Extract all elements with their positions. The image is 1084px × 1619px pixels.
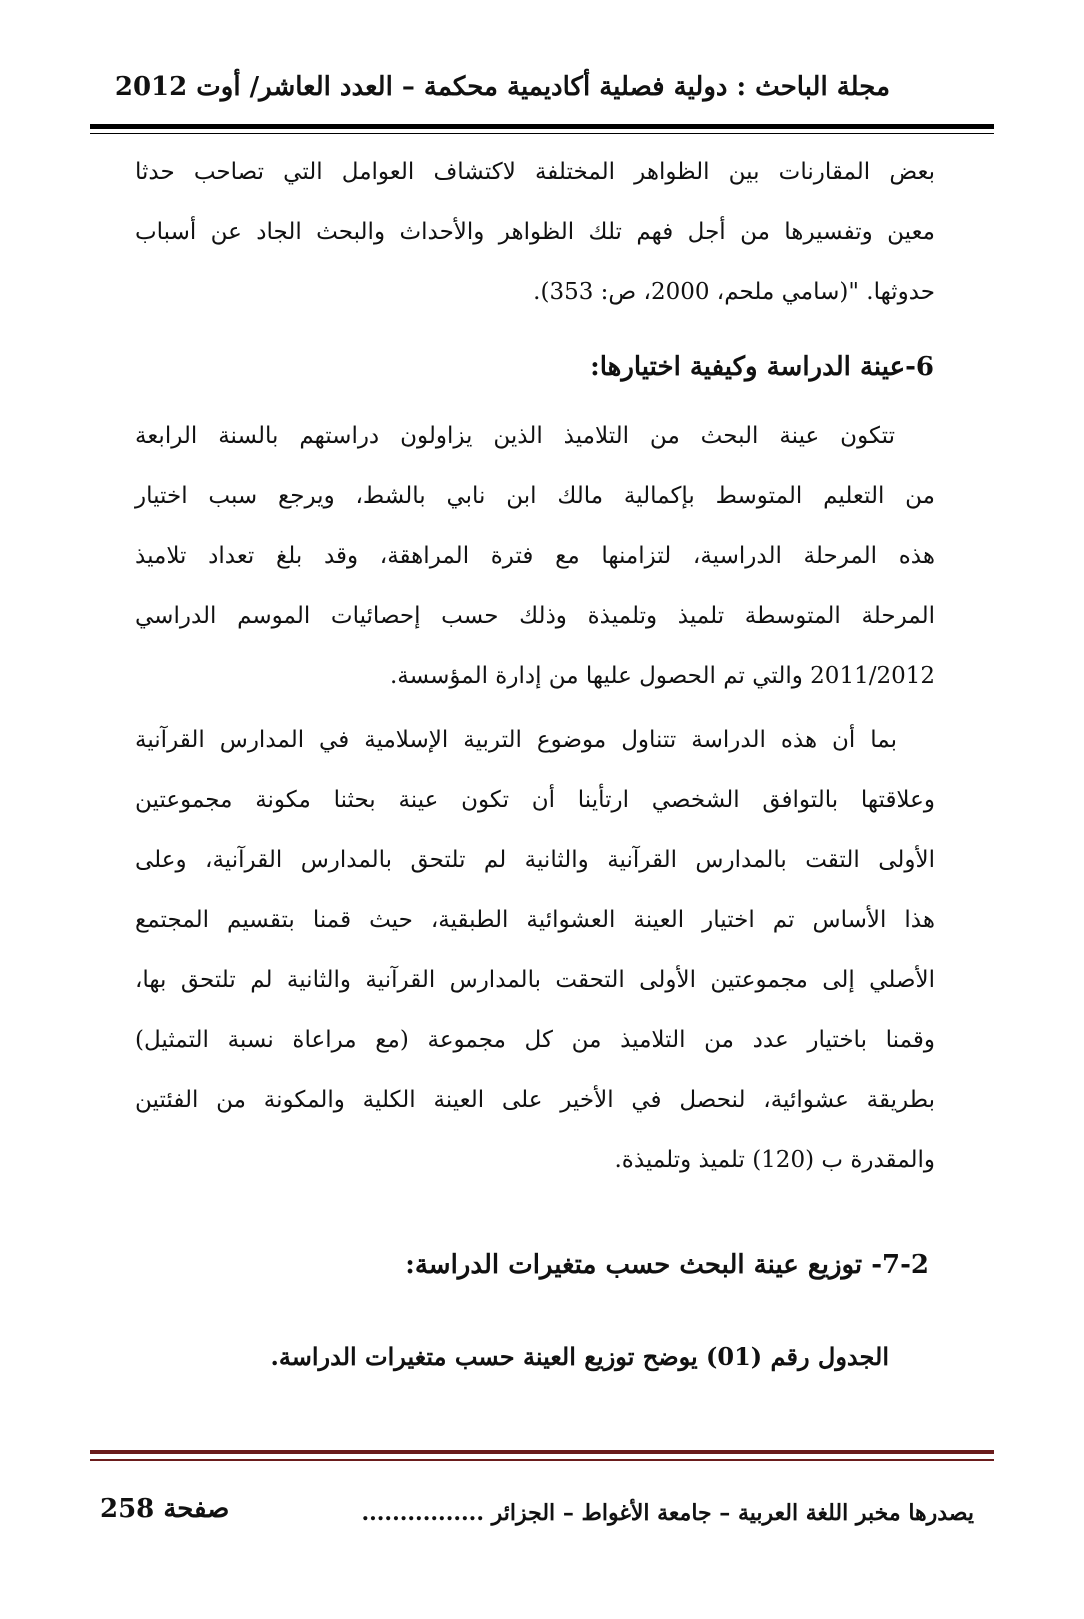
paragraph-line: تتكون عينة البحث من التلاميذ الذين يزاولون دراستهم بالسنة الرابعة	[135, 423, 895, 449]
paragraph-line: والمقدرة ب (120) تلميذ وتلميذة.	[614, 1147, 935, 1173]
header-rule-thin	[90, 133, 994, 134]
footer-publisher: يصدرها مخبر اللغة العربية – جامعة الأغواط – الجزائر ................	[361, 1500, 974, 1526]
page-number: صفحة 258	[100, 1494, 230, 1524]
paragraph-line: الأصلي إلى مجموعتين الأولى التحقت بالمدارس القرآنية والثانية لم تلتحق بها،	[135, 967, 935, 993]
journal-header-title: مجلة الباحث : دولية فصلية أكاديمية محكمة – العدد العاشر/ أوت 2012	[114, 72, 890, 102]
section-heading-6: 6-عينة الدراسة وكيفية اختيارها:	[590, 352, 934, 382]
paragraph-line: وعلاقتها بالتوافق الشخصي ارتأينا أن تكون عينة بحثنا مكونة مجموعتين	[135, 787, 935, 813]
section-6-paragraph-1	[135, 406, 935, 706]
paragraph-line: هذه المرحلة الدراسية، لتزامنها مع فترة المراهقة، وقد بلغ تعداد تلاميذ	[135, 543, 935, 569]
section-heading-7-2: 7-2- توزيع عينة البحث حسب متغيرات الدراسة:	[405, 1250, 929, 1280]
paragraph-line: وقمنا باختيار عدد من التلاميذ من كل مجموعة (مع مراعاة نسبة التمثيل)	[135, 1027, 935, 1053]
paragraph-line: المرحلة المتوسطة تلميذ وتلميذة وذلك حسب إحصائيات الموسم الدراسي	[135, 603, 935, 629]
paragraph-line: بطريقة عشوائية، لنحصل في الأخير على العينة الكلية والمكونة من الفئتين	[135, 1087, 935, 1113]
paragraph-line: الأولى التقت بالمدارس القرآنية والثانية لم تلتحق بالمدارس القرآنية، وعلى	[135, 847, 935, 873]
paragraph-line: هذا الأساس تم اختيار العينة العشوائية الطبقية، حيث قمنا بتقسيم المجتمع	[135, 907, 935, 933]
footer-rule-thin	[90, 1459, 994, 1461]
paragraph-line: بعض المقارنات بين الظواهر المختلفة لاكتشاف العوامل التي تصاحب حدثا	[135, 159, 935, 185]
paragraph-line: معين وتفسيرها من أجل فهم تلك الظواهر والأحداث والبحث الجاد عن أسباب	[135, 219, 935, 245]
section-6-paragraph-2	[135, 710, 935, 1190]
paragraph-line: حدوثها. "(سامي ملحم، 2000، ص: 353).	[533, 279, 935, 305]
footer-rule-thick	[90, 1450, 994, 1454]
paragraph-line: من التعليم المتوسط بإكمالية مالك ابن نابي بالشط، ويرجع سبب اختيار	[135, 483, 935, 509]
paragraph-line: بما أن هذه الدراسة تتناول موضوع التربية الإسلامية في المدارس القرآنية	[135, 727, 897, 753]
header-rule-thick	[90, 124, 994, 129]
table-caption: الجدول رقم (01) يوضح توزيع العينة حسب متغيرات الدراسة.	[270, 1342, 889, 1371]
intro-paragraph	[135, 142, 935, 322]
paragraph-line: 2011/2012 والتي تم الحصول عليها من إدارة المؤسسة.	[389, 663, 935, 689]
